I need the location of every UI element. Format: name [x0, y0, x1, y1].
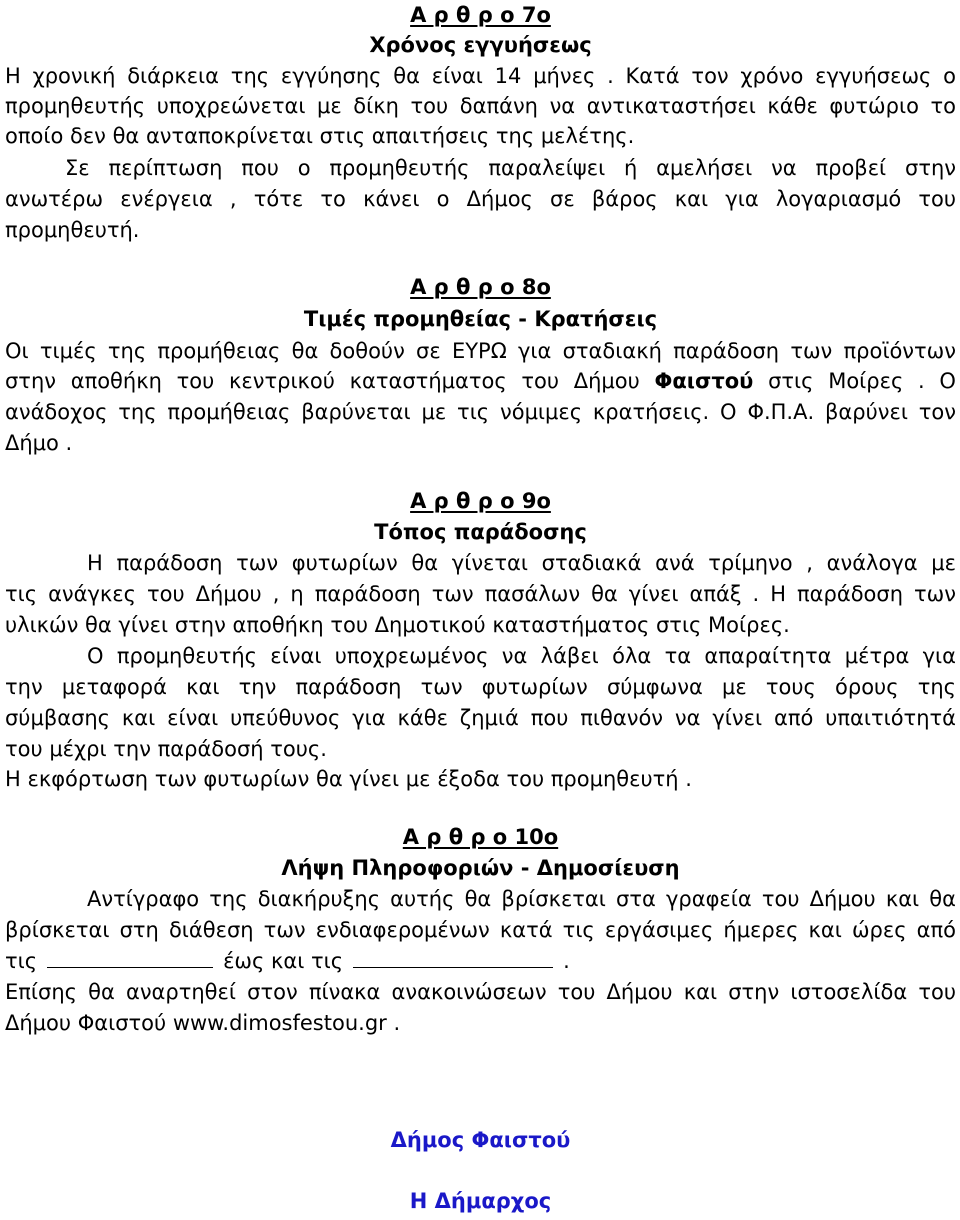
article-10-paragraph-1-line-2: βρίσκεται στη διάθεση των ενδιαφερομένων κατά τις εργάσιμες ήμερες και ώρες από	[5, 918, 956, 942]
article-10-paragraph-1-line-3	[5, 946, 956, 976]
sentence-end: .	[563, 949, 570, 973]
article-7-heading: Α ρ θ ρ ο 7ο	[410, 3, 551, 27]
article-7-paragraph-2-line-3: προμηθευτή.	[5, 218, 140, 242]
article-9-paragraph-1-line-3: υλικών θα γίνει στην αποθήκη του Δημοτικού καταστήματος στις Μοίρες.	[5, 613, 790, 637]
municipality-name: Φαιστού	[654, 369, 754, 393]
article-7-paragraph-1-line-2: προμηθευτής υποχρεώνεται με δίκη του δαπάνη να αντικαταστήσει κάθε φυτώριο το	[5, 94, 956, 118]
article-10-paragraph-2-line-2: Δήμου Φαιστού www.dimosfestou.gr .	[5, 1011, 401, 1035]
signature-mayor: Η Δήμαρχος	[409, 1189, 552, 1213]
article-8-line-2-start: στην αποθήκη του κεντρικού καταστήματος του Δήμου	[5, 369, 640, 393]
article-7-title: Χρόνος εγγυήσεως	[369, 33, 592, 57]
article-8-line-1: Οι τιμές της προμήθειας θα δοθούν σε ΕΥΡΩ για σταδιακή παράδοση των προϊόντων	[5, 339, 956, 363]
until-label: έως και τις	[223, 949, 344, 973]
article-7-paragraph-1-line-1: Η χρονική διάρκεια της εγγύησης θα είναι 14 μήνες . Κατά τον χρόνο εγγυήσεως ο	[5, 64, 956, 88]
article-9-paragraph-2-line-2: την μεταφορά και την παράδοση των φυτωρίων σύμφωνα με τους όρους της	[5, 675, 956, 699]
from-date-blank	[47, 947, 213, 968]
article-10-title: Λήψη Πληροφοριών - Δημοσίευση	[281, 856, 680, 880]
article-10-heading: Α ρ θ ρ ο 10ο	[402, 825, 559, 849]
article-9-paragraph-2-line-4: του μέχρι την παράδοσή τους.	[5, 737, 327, 761]
article-7-paragraph-1-line-3: οποίο δεν θα ανταποκρίνεται στις απαιτήσεις της μελέτης.	[5, 124, 635, 148]
article-8-line-2-end: στις Μοίρες . Ο	[768, 369, 956, 393]
article-8-title: Τιμές προμηθείας - Κρατήσεις	[303, 307, 658, 331]
article-9-paragraph-2-line-1: Ο προμηθευτής είναι υποχρεωμένος να λάβει όλα τα απαραίτητα μέτρα για	[87, 644, 956, 668]
article-9-title: Τόπος παράδοσης	[374, 520, 587, 544]
until-date-blank	[353, 947, 553, 968]
article-7-paragraph-2-line-1: Σε περίπτωση που ο προμηθευτής παραλείψει ή αμελήσει να προβεί στην	[65, 156, 956, 180]
article-9-paragraph-1-line-1: Η παράδοση των φυτωρίων θα γίνεται σταδιακά ανά τρίμηνο , ανάλογα με	[87, 551, 956, 575]
article-9-heading: Α ρ θ ρ ο 9ο	[410, 489, 551, 513]
article-7-paragraph-2-line-2: ανωτέρω ενέργεια , τότε το κάνει ο Δήμος σε βάρος και για λογαριασμό του	[5, 187, 956, 211]
article-10-paragraph-1-line-1: Αντίγραφο της διακήρυξης αυτής θα βρίσκεται στα γραφεία του Δήμου και θα	[87, 887, 956, 911]
article-8-line-4: Δήμο .	[5, 431, 73, 455]
article-8-heading: Α ρ θ ρ ο 8ο	[410, 275, 551, 299]
article-8-line-3: ανάδοχος της προμήθειας βαρύνεται με τις νόμιμες κρατήσεις. Ο Φ.Π.Α. βαρύνει τον	[5, 400, 956, 424]
article-10-paragraph-2-line-1: Επίσης θα αναρτηθεί στον πίνακα ανακοινώσεων του Δήμου και στην ιστοσελίδα του	[5, 980, 956, 1004]
article-9-paragraph-2-line-3: σύμβασης και είναι υπεύθυνος για κάθε ζημιά που πιθανόν να γίνει από υπαιτιότητά	[5, 706, 956, 730]
article-8-line-2	[5, 366, 956, 396]
signature-municipality: Δήμος Φαιστού	[390, 1128, 571, 1152]
from-label: τις	[5, 949, 38, 973]
article-9-paragraph-3: Η εκφόρτωση των φυτωρίων θα γίνει με έξοδα του προμηθευτή .	[5, 767, 692, 791]
article-9-paragraph-1-line-2: τις ανάγκες του Δήμου , η παράδοση των πασάλων θα γίνει απάξ . Η παράδοση των	[5, 582, 956, 606]
